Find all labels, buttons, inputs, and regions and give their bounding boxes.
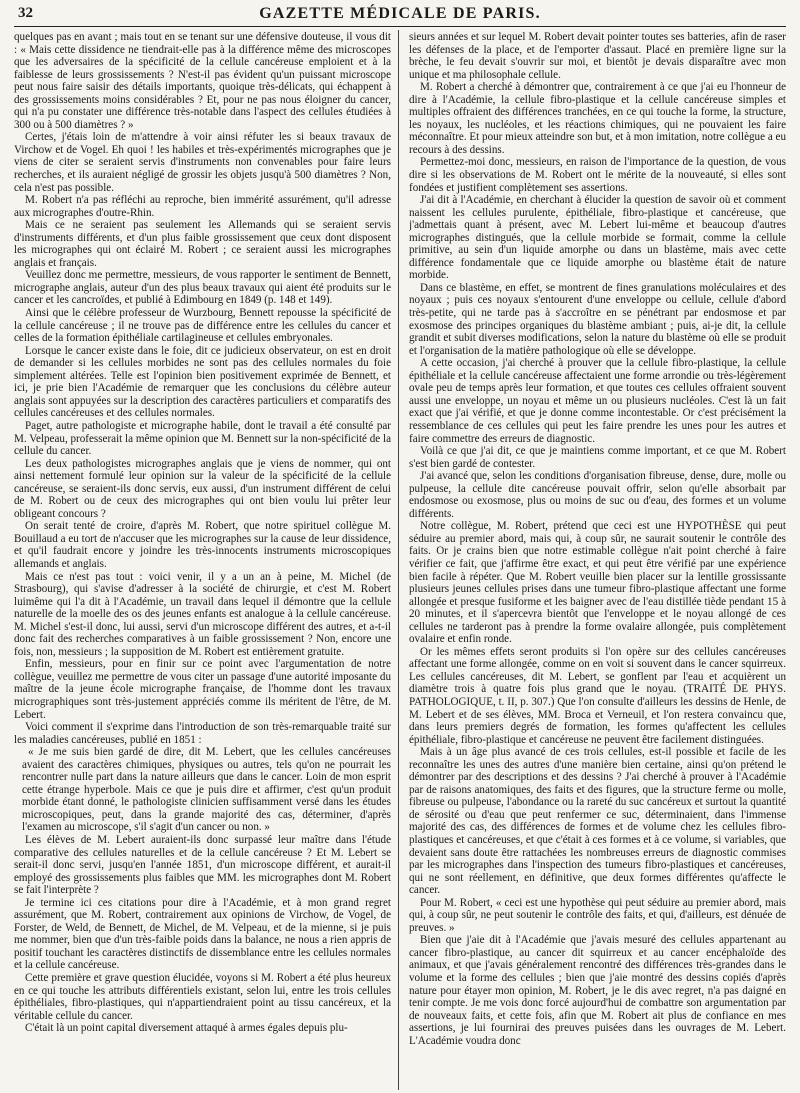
paragraph: Mais ce ne seraient pas seulement les Allemands qui se seraient servis d'instruments différents, et d'un plus faible grossissement que ceux dont disposent les micrographes qui ont éclairé M. Robert ; ce seraient aussi les micrographes anglais et français. <box>14 219 391 269</box>
paragraph: Notre collègue, M. Robert, prétend que ceci est une HYPOTHÈSE qui peut séduire au premier abord, mais qui, à coup sûr, ne saurait soutenir le contrôle des faits. Or je crains bien que notre estimable collègue n'ait point cherché à faire vérifier ce fait, que j'affirme être exact, et qui peut être vérifié par une expérience bien facile à répéter. Que M. Robert veuille bien placer sur la lentille grossissante plusieurs jeunes cellules prises dans une tumeur fibro-plastique affectant une forme allongée et presque fusiforme et les baigner avec de l'eau distillée tiède pendant 15 à 20 minutes, et il s'apercevra bientôt que l'enveloppe et le noyau allongé de ces cellules ne tarderont pas à prendre la forme ovalaire allongée, puis complètement ovalaire et enfin ronde. <box>409 520 786 646</box>
paragraph: Je termine ici ces citations pour dire à l'Académie, et à mon grand regret assurément, que M. Robert, contrairement aux opinions de Virchow, de Vogel, de Forster, de Weld, de Bennett, de Michel, de M. Velpeau, et de la mienne, si je puis me nommer, bien que d'un très-faible poids dans la balance, ne nous a rien appris de positif touchant les caractères distinctifs de dissemblance entre les cellules normales et la cellule cancéreuse. <box>14 896 391 972</box>
block-quote: « Je me suis bien gardé de dire, dit M. Lebert, que les cellules cancéreuses avaient des caractères chimiques, physiques ou autres, tels qu'on ne pourrait les rencontrer nulle part dans la nature ailleurs que dans le cancer. Loin de mon esprit cette étrange hyperbole. Mais ce que je puis dire et affirmer, c'est qu'un produit morbide étant donné, le pathologiste clinicien suffisamment versé dans les études microscopiques, peut, dans la grande majorité des cas, déterminer, d'après l'examen au microscope, s'il s'agit d'un cancer ou non. » <box>22 746 391 834</box>
paragraph: Pour M. Robert, « ceci est une hypothèse qui peut séduire au premier abord, mais qui, à coup sûr, ne peut soutenir le contrôle des faits, et qui, d'ailleurs, est dénuée de preuves. » <box>409 896 786 934</box>
paragraph: Mais à un âge plus avancé de ces trois cellules, est-il possible et facile de les reconnaître les unes des autres d'une manière bien certaine, ainsi qu'on prétend le démontrer par des descriptions et des dessins ? J'ai cherché à prouver à l'Académie par de raisons anatomiques, des faits et des figures, que la structure ferme ou molle, fibreuse ou pulpeuse, l'abondance ou la rareté du suc cancéreux et surtout la quantité de sérosité ou d'eau que peut renfermer ce suc, déterminaient, dans l'immense majorité des cas, des différences de formes et de volume chez les cellules fibro-plastiques et cancéreuses, et que c'était à ces formes et à ce volume, si variables, que devaient sans doute être rattachées les nombreuses erreurs de diagnostic commises par les micrographes dans l'inspection des tumeurs fibro-plastiques et cancéreuses, qui ne sont réellement, en définitive, que deux formes différentes qu'affecte le cancer. <box>409 746 786 897</box>
paragraph: Or les mêmes effets seront produits si l'on opère sur des cellules cancéreuses affectant une forme allongée, comme on en voit si souvent dans le cancer squirreux. Les cellules cancéreuses, dit M. Lebert, se gonflent par l'eau et acquièrent un diamètre trois à quatre fois plus grand que le noyau. (TRAITÉ DE PHYS. PATHOLOGIQUE, t. II, p. 307.) Que l'on consulte d'ailleurs les dessins de Henle, de M. Lebert et de ses élèves, MM. Broca et Verneuil, et l'on restera convaincu que, dans leurs premiers degrés de formation, les formes qu'affectent les cellules épithéliale, fibro-plastique et cancéreuse ne peuvent être facilement distinguées. <box>409 645 786 746</box>
paragraph: Certes, j'étais loin de m'attendre à voir ainsi réfuter les si beaux travaux de Virchow et de Vogel. Eh quoi ! les habiles et très-expérimentés micrographes que je viens de citer se seraient servis d'instruments non convenables pour faire leurs recherches, et ils auraient négligé de grossir les objets jusqu'à 500 diamètres ? Non, cela n'est pas possible. <box>14 131 391 194</box>
column-divider <box>398 30 399 1090</box>
paragraph: Voilà ce que j'ai dit, ce que je maintiens comme important, et ce que M. Robert s'est bien gardé de contester. <box>409 445 786 470</box>
paragraph: Enfin, messieurs, pour en finir sur ce point avec l'argumentation de notre collègue, veuillez me permettre de vous citer un passage d'une autorité imposante du maître de la jeune école micrographe française, de l'homme dont les travaux micrographiques sont très-justement appréciés comme ils méritent de l'être, de M. Lebert. <box>14 658 391 721</box>
paragraph: quelques pas en avant ; mais tout en se tenant sur une défensive douteuse, il vous dit : « Mais cette dissidence ne tiendrait-elle pas à la différence même des microscopes que les adversaires de la spécificité de la cellule cancéreuse emploient et à la faiblesse de leurs grossissements ? N'est-il pas évident qu'un puissant microscope peut nous faire saisir des détails importants, quoique très-délicats, qui échappent à des grossissements moins considérables ? Et, pour ne pas nous éloigner du cancer, qui n'a pu constater une différence très-notable dans l'aspect des cellules étudiées à 300 ou à 500 diamètres ? » <box>14 31 391 131</box>
paragraph: J'ai dit à l'Académie, en cherchant à élucider la question de savoir où et comment naissent les cellules purulente, épithéliale, fibro-plastique et cancéreuse, que j'admettais quant à présent, avec M. Lebert lui-même et beaucoup d'autres micrographes distingués, que la cellule morbide se formait, comme la cellule primitive, au sein d'un liquide amorphe ou dans un blastème, mais avec cette différence fondamentale que ce liquide amorphe ou blastème était de nature morbide. <box>409 194 786 282</box>
paragraph: M. Robert n'a pas réfléchi au reproche, bien immérité assurément, qu'il adresse aux micrographes d'outre-Rhin. <box>14 194 391 219</box>
paragraph: Voici comment il s'exprime dans l'introduction de son très-remarquable traité sur les maladies cancéreuses, publié en 1851 : <box>14 721 391 746</box>
paragraph: Paget, autre pathologiste et micrographe habile, dont le travail a été consulté par M. Velpeau, professerait la même opinion que M. Bennett sur la non-spécificité de la cellule du cancer. <box>14 419 391 458</box>
left-column <box>14 31 391 1089</box>
paragraph: Mais ce n'est pas tout : voici venir, il y a un an à peine, M. Michel (de Strasbourg), qui s'avise d'adresser à la société de chirurgie, et c'est M. Robert luimême qui l'a dit à l'Académie, un travail dans lequel il démontre que la cellule naturelle de la moelle des os des jeunes enfants est analogue à la cellule cancéreuse. M. Michel s'est-il donc, lui aussi, servi d'un microscope différent des autres, et a-t-il donc fait des recherches comparatives à un faible grossissement ? Non, encore une fois, non, messieurs ; la supposition de M. Robert est entièrement gratuite. <box>14 570 391 658</box>
paragraph: Veuillez donc me permettre, messieurs, de vous rapporter le sentiment de Bennett, micrographe anglais, auteur d'un des plus beaux travaux qui aient été produits sur le cancer et les cancroïdes, et publié à Edimbourg en 1849 (p. 148 et 149). <box>14 269 391 307</box>
paragraph: M. Robert a cherché à démontrer que, contrairement à ce que j'ai eu l'honneur de dire à l'Académie, la cellule fibro-plastique et la cellule cancéreuse simples et multiples offraient des différences tranchées, en ce qui touche la forme, la structure, les noyaux, les nucléoles, et les réactions chimiques, qui ne pouvaient les faire méconnaître. Et pour mieux atteindre son but, et à mon imitation, notre collègue a eu recours à des dessins. <box>409 81 786 156</box>
paragraph: Les élèves de M. Lebert auraient-ils donc surpassé leur maître dans l'étude comparative des cellules naturelles et de la cellule cancéreuse ? Et M. Lebert se serait-il donc servi, jusqu'en l'année 1851, d'un microscope différent, et aurait-il employé des grossissements plus faibles que MM. les micrographes dont M. Robert se fait l'interprète ? <box>14 834 391 897</box>
header-rule <box>14 26 786 27</box>
page-header <box>14 4 786 26</box>
paragraph: Permettez-moi donc, messieurs, en raison de l'importance de la question, de vous dire si les observations de M. Robert ont le mérite de la nouveauté, si elles sont fondées et justifient complètement ses assertions. <box>409 156 786 194</box>
paragraph: Les deux pathologistes micrographes anglais que je viens de nommer, qui ont ainsi nettement formulé leur opinion sur la valeur de la spécificité de la cellule cancéreuse, se seraient-ils donc servis, eux aussi, d'un instrument différent de celui de M. Robert ou de ceux des micrographes qui ont bien voulu lui prêter leur obligeant concours ? <box>14 457 391 520</box>
paragraph: C'était là un point capital diversement attaqué à armes égales depuis plu- <box>25 1022 348 1035</box>
journal-title: GAZETTE MÉDICALE DE PARIS. <box>259 5 541 22</box>
paragraph: sieurs années et sur lequel M. Robert devait pointer toutes ses batteries, afin de raser les défenses de la place, et de l'emporter d'assaut. Placé en première ligne sur la brèche, le feu devait s'ouvrir sur moi, et bientôt je devais disparaître avec mon unique et ma philosophale cellule. <box>409 31 786 81</box>
paragraph: Lorsque le cancer existe dans le foie, dit ce judicieux observateur, on est en droit de demander si les cellules morbides ne sont pas des cellules normales du foie simplement altérées. Telle est l'opinion bien positivement exprimée de Bennett, et ici, je prie bien l'Académie de remarquer que les conclusions du célèbre auteur anglais sont appuyées sur la description des caractères particuliers et comparatifs des cellules cancéreuses et des cellules normales. <box>14 344 391 420</box>
right-column <box>409 31 786 1089</box>
paragraph: Ainsi que le célèbre professeur de Wurzbourg, Bennett repousse la spécificité de la cellule cancéreuse ; il ne trouve pas de différence entre les cellules du cancer et celles de la formation épithéliale cartilagineuse et cellules embryonales. <box>14 307 391 345</box>
paragraph: Bien que j'aie dit à l'Académie que j'avais mesuré des cellules appartenant au cancer fibro-plastique, au cancer dit squirreux et au cancer encéphaloïde des animaux, et que j'avais généralement rencontré des différences très-grandes dans le volume et la forme des cellules ; bien que j'aie montré des dessins copiés d'après nature pour étayer mon opinion, M. Robert, je le dis avec regret, n'a pas daigné en tenir compte. Je me vois donc forcé aujourd'hui de combattre son argumentation par de nouveaux faits, et cette fois, afin que M. Robert ait plus de confiance en mes assertions, je lui fournirai des preuves puisées dans les ouvrages de M. Lebert. L'Académie voudra donc <box>409 934 786 1047</box>
page-number: 32 <box>18 5 33 21</box>
paragraph: A cette occasion, j'ai cherché à prouver que la cellule fibro-plastique, la cellule épithéliale et la cellule cancéreuse affectaient une forme arrondie ou très-légèrement ovale peu de temps après leur formation, et que toutes ces cellules offraient souvent aussi une enveloppe, un noyau et même un ou plusieurs nucléoles. C'est là un fait exact que j'ai vérifié, et que je donne comme incontestable. Or c'est précisément la ressemblance de ces cellules qui peut les faire prendre les unes pour les autres et faire commettre des erreurs de diagnostic. <box>409 357 786 445</box>
paragraph: On serait tenté de croire, d'après M. Robert, que notre spirituel collègue M. Bouillaud a eu tort de n'accuser que les micrographes sur la cause de leur dissidence, et qu'il faudrait encore y joindre les très-innocents instruments microscopiques allemands et anglais. <box>14 520 391 570</box>
paragraph: Dans ce blastème, en effet, se montrent de fines granulations moléculaires et des noyaux ; puis ces noyaux s'entourent d'une enveloppe ou cellule, cellule d'abord très-petite, qui ne tarde pas à s'accroître en se pénétrant par endosmose et par exosmose des principes organiques du blastème ambiant ; puis, ai-je dit, la cellule grandit et subit diverses modifications, selon la nature du blastème où elle se produit et l'organisation de la matière pathologique où elle se développe. <box>409 281 786 357</box>
paragraph: Cette première et grave question élucidée, voyons si M. Robert a été plus heureux en ce qui touche les attributs différentiels existant, selon lui, entre les trois cellules épithéliales, fibro-plastiques, qui n'appartiendraient point au tissu cancéreux, et la véritable cellule du cancer. <box>14 972 391 1022</box>
paragraph: J'ai avancé que, selon les conditions d'organisation fibreuse, dense, dure, molle ou pulpeuse, la cellule dite cancéreuse pouvait offrir, selon qu'elle absorbait par endosmose ou exosmose, plus ou moins de suc ou d'eau, des formes et un volume différents. <box>409 470 786 520</box>
